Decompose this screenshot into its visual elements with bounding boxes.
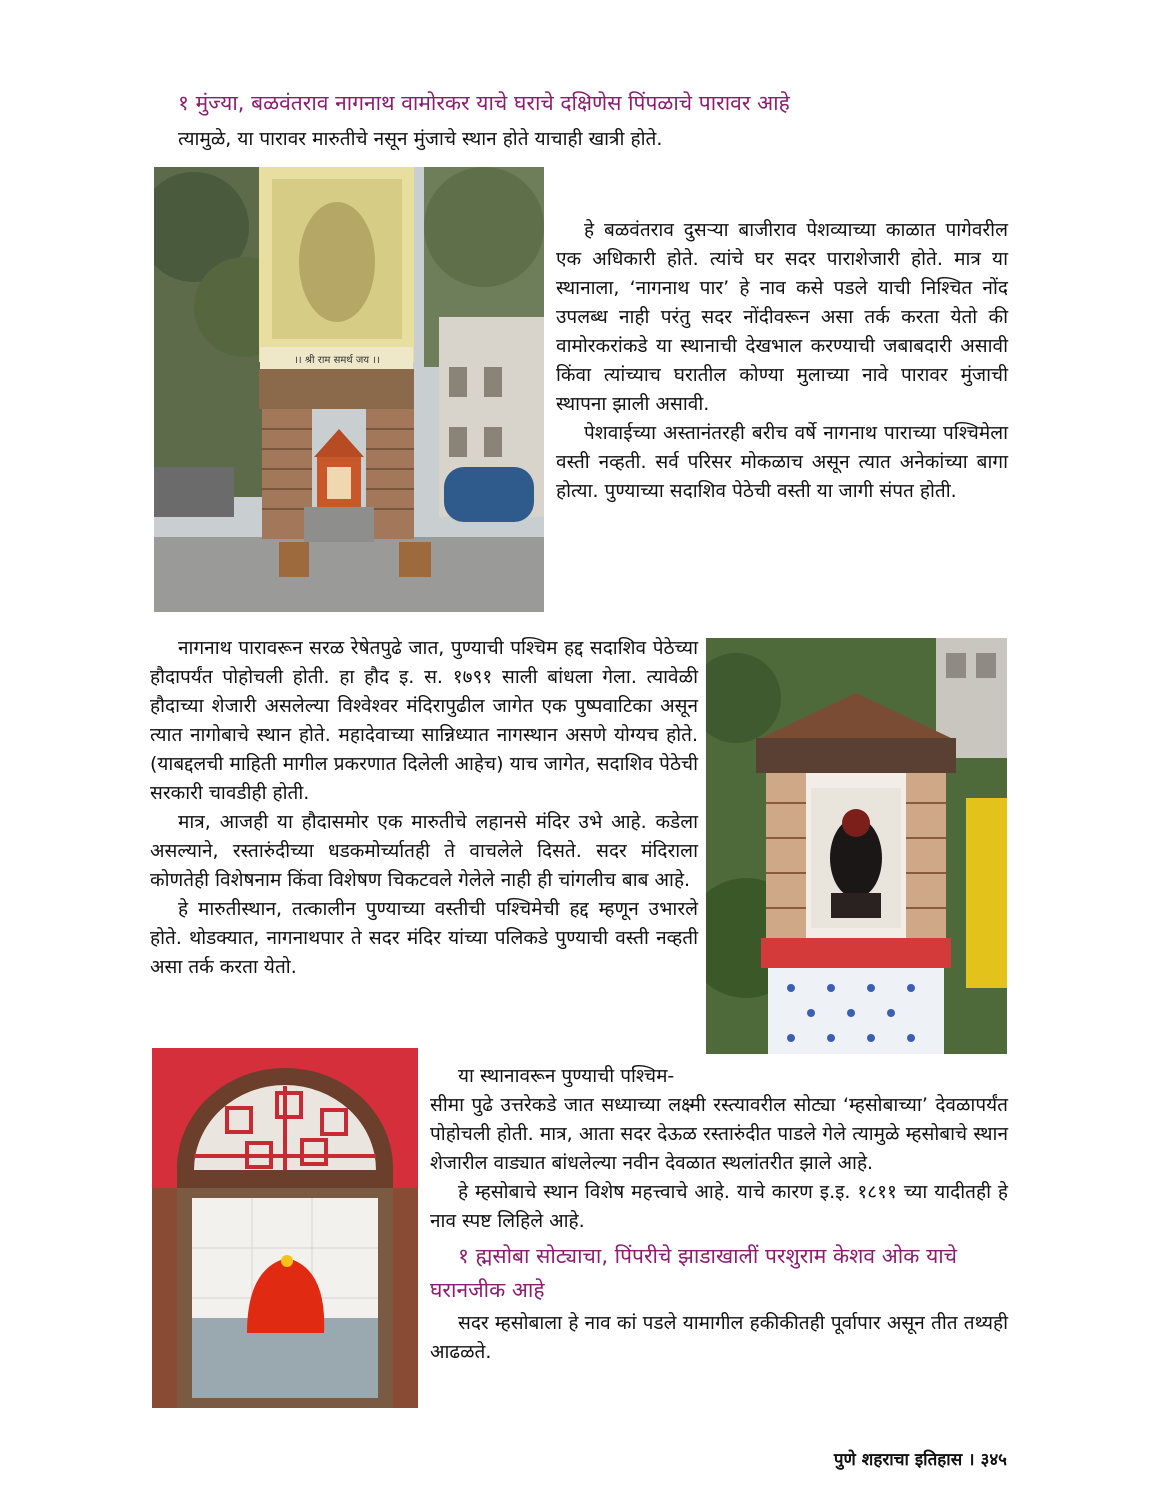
section2-para1: नागनाथ पारावरून सरळ रेषेतपुढे जात, पुण्याची पश्चिम हद्द सदाशिव पेठेच्या हौदापर्यंत पोहोचली होती. हा हौद इ. स. १७९१ साली बांधला गेला. त्यावेळी हौदाच्या शेजारी असलेल्या विश्वेश्वर मंदिरापुढील जागेत एक पुष्पवाटिका असून त्यात नागोबाचे स्थान होते. महादेवाच्या सान्निध्यात नागस्थान असणे योग्यच होते. (याबद्दलची माहिती मागील प्रकरणात दिलेली आहेच) याच जागेत, सदाशिव पेठेची सरकारी चावडीही होती. <box>150 637 698 804</box>
section2-para3: हे मारुतीस्थान, तत्कालीन पुण्याच्या वस्तीची पश्चिमेची हद्द म्हणून उभारले होते. थोडक्यात, नागनाथपार ते सदर मंदिर यांच्या पलिकडे पुण्याची वस्ती नव्हती असा तर्क करता येतो. <box>150 898 698 978</box>
section1-para2: पेशवाईच्या अस्तानंतरही बरीच वर्षे नागनाथ पाराच्या पश्चिमेला वस्ती नव्हती. सर्व परिसर मोकळाच असून त्यात अनेकांच्या बागा होत्या. पुण्याच्या सदाशिव पेठेची वस्ती या जागी संपत होती. <box>556 422 1008 502</box>
section2-text <box>150 634 698 982</box>
shrine-sign-text: ।। श्री राम समर्थ जय ।। <box>294 355 380 366</box>
section3-para3: सदर म्हसोबाला हे नाव कां पडले यामागील हकीकीतही पूर्वापार असून तीत तथ्यही आढळते. <box>430 1312 1008 1363</box>
section2-para2: मात्र, आजही या हौदासमोर एक मारुतीचे लहानसे मंदिर उभे आहे. कडेला असल्याने, रस्तारुंदीच्या धडकमोर्च्यातही ते वाचलेले दिसते. सदर मंदिराला कोणतेही विशेषनाम किंवा विशेषण चिकटवले गेलेले नाही ही चांगलीच बाब आहे. <box>150 811 698 891</box>
photo-nagnath-shrine <box>154 167 544 612</box>
section3-text <box>430 1091 1008 1367</box>
section1-text <box>556 216 1008 506</box>
photo-maruti-shrine <box>706 638 1007 1054</box>
section3-quote: १ ह्मसोबा सोट्याचा, पिंपरीचे झाडाखालीं परशुराम केशव ओक याचे घरानजीक आहे <box>430 1244 958 1302</box>
section1-para1: हे बळवंतराव दुसऱ्या बाजीराव पेशव्याच्या काळात पागेवरील एक अधिकारी होते. त्यांचे घर सदर पाराशेजारी होते. मात्र या स्थानाला, ‘नागनाथ पार’ हे नाव कसे पडले याची निश्चित नोंद उपलब्ध नाही परंतु सदर नोंदीवरून असा तर्क करता येतो की वामोरकरांकडे या स्थानाची देखभाल करण्याची जबाबदारी असावी किंवा त्यांच्याच घरातील कोण्या मुलाच्या नावे पारावर मुंजाची स्थापना झाली असावी. <box>556 219 1008 415</box>
top-quote-line1: १ मुंज्या, बळवंतराव नागनाथ वामोरकर याचे घराचे दक्षिणेस पिंपळाचे पारावर आहे <box>178 91 790 115</box>
page-footer: पुणे शहराचा इतिहास । ३४५ <box>833 1450 1007 1470</box>
section3-para2: हे म्हसोबाचे स्थान विशेष महत्त्वाचे आहे. याचे कारण इ.इ. १८११ च्या यादीतही हे नाव स्पष्ट लिहिले आहे. <box>430 1181 1008 1232</box>
top-quote-line2: त्यामुळे, या पारावर मारुतीचे नसून मुंजाचे स्थान होते याचाही खात्री होते. <box>178 128 663 150</box>
section3-p1a: या स्थानावरून पुण्याची पश्चिम- <box>458 1065 675 1087</box>
photo-mhasoba <box>152 1048 418 1408</box>
section3-para1: सीमा पुढे उत्तरेकडे जात सध्याच्या लक्ष्मी रस्त्यावरील सोट्या ‘म्हसोबाच्या’ देवळापर्यंत पोहोचली होती. मात्र, आता सदर देऊळ रस्तारुंदीत पाडले गेले त्यामुळे म्हसोबाचे स्थान शेजारील वाड्यात बांधलेल्या नवीन देवळात स्थलांतरीत झाले आहे. <box>430 1094 1008 1174</box>
